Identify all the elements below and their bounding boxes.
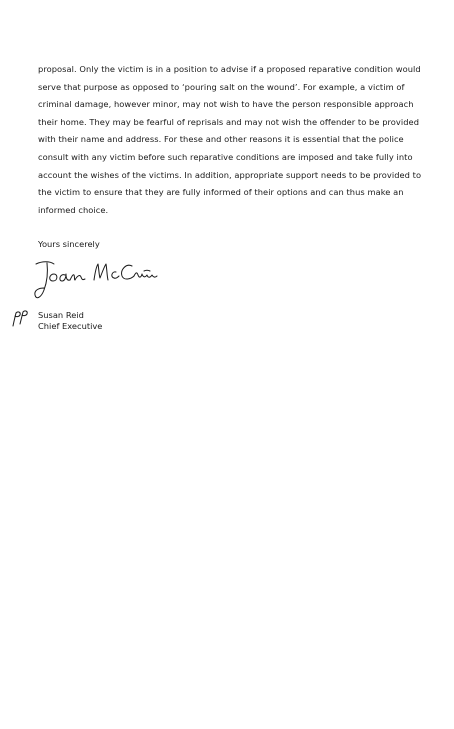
body-line: the victim to ensure that they are fully informed of their options and can thus make an [38, 187, 404, 198]
body-line: criminal damage, however minor, may not wish to have the person responsible approach [38, 99, 414, 110]
closing-salutation: Yours sincerely [38, 239, 100, 249]
handwritten-signature [32, 258, 160, 304]
signatory-title: Chief Executive [38, 321, 103, 331]
signatory-block [38, 310, 102, 332]
body-line: account the wishes of the victims. In addition, appropriate support needs to be provided to [38, 169, 422, 180]
body-line: proposal. Only the victim is in a position to advise if a proposed reparative condition would [38, 64, 421, 74]
letter-body-paragraph [38, 61, 422, 219]
body-line: serve that purpose as opposed to ‘pouring salt on the wound’. For example, a victim of [38, 81, 405, 92]
signatory-name: Susan Reid [38, 310, 84, 320]
body-line: informed choice. [38, 204, 109, 215]
body-line: with their name and address. For these and other reasons it is essential that the police [38, 134, 404, 145]
pp-handwritten-mark [9, 309, 29, 327]
body-line: consult with any victim before such reparative conditions are imposed and take fully into [38, 151, 413, 162]
body-line: their home. They may be fearful of reprisals and may not wish the offender to be provided [38, 116, 420, 127]
